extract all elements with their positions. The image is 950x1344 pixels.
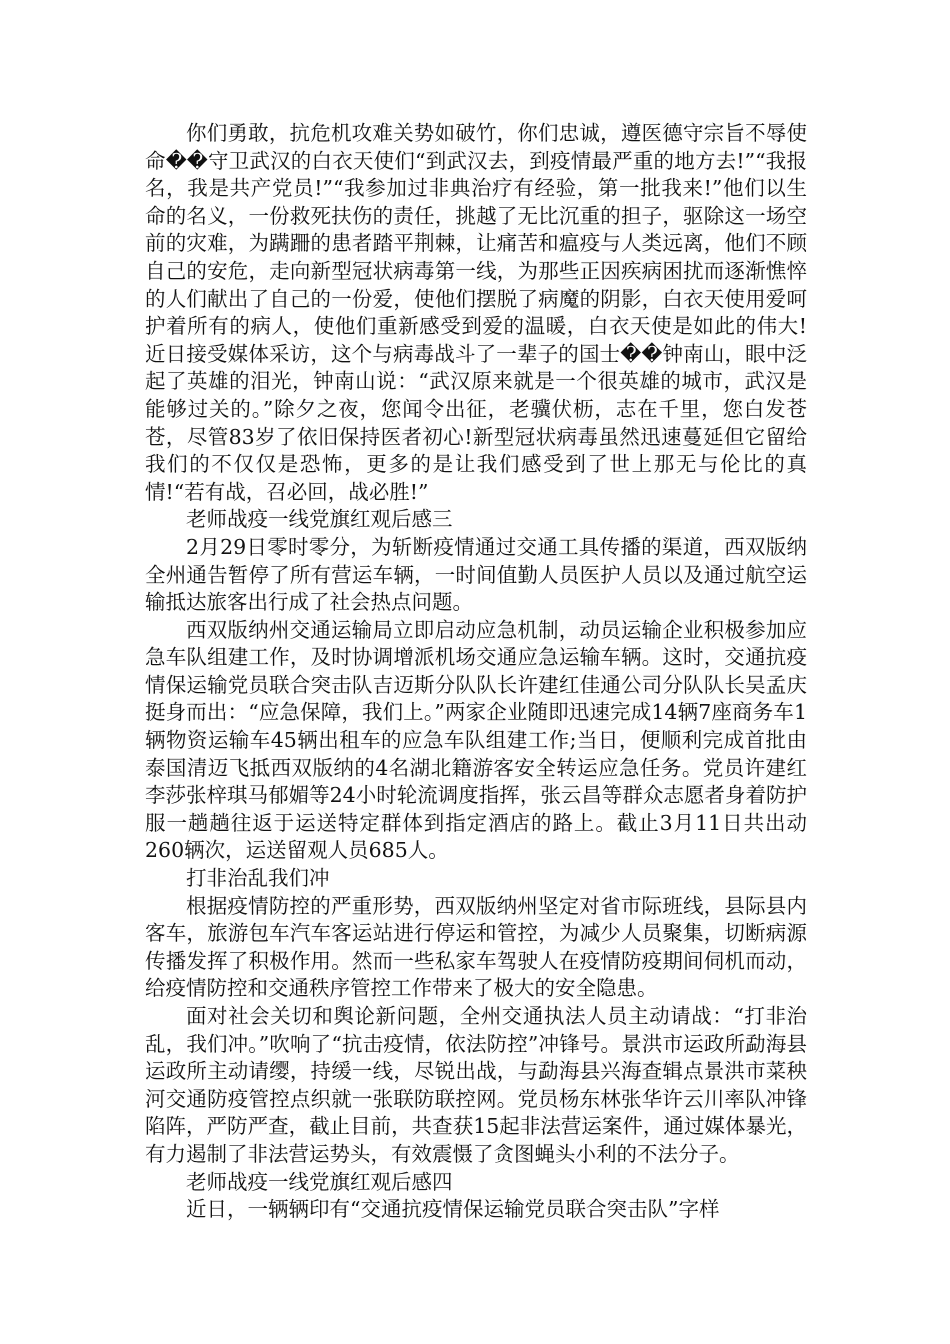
paragraph-6: 近日，一辆辆印有“交通抗疫情保运输党员联合突击队”字样 [186, 1197, 720, 1222]
section-heading-4: 老师战疫一线党旗红观后感四 [186, 1169, 453, 1194]
paragraph-1: 你们勇敢，抗危机攻难关势如破竹，你们忠诚，遵医德守宗旨不辱使命��守卫武汉的白衣天使们“到武汉去，到疫情最严重的地方去!”“我报名，我是共产党员!”“我参加过非典治疗有经验，第一批我来!”他们以生命的名义，一份救死扶伤的责任，挑越了无比沉重的担子，驱除这一场空前的灾难，为蹒跚的患者踏平荆棘，让痛苦和瘟疫与人类远离，他们不顾自己的安危，走向新型冠状病毒第一线，为那些正因疾病困扰而逐渐憔悴的人们献出了自己的一份爱，使他们摆脱了病魔的阴影，白衣天使用爱呵护着所有的病人，使他们重新感受到爱的温暖，白衣天使是如此的伟大!近日接受媒体采访，这个与病毒战斗了一辈子的国士��钟南山，眼中泛起了英雄的泪光，钟南山说：“武汉原来就是一个很英雄的城市，武汉是能够过关的。”除夕之夜，您闻令出征，老骥伏枥，志在千里，您白发苍苍，尽管83岁了依旧保持医者初心!新型冠状病毒虽然迅速蔓延但它留给我们的不仅仅是恐怖，更多的是让我们感受到了世上那无与伦比的真情!“若有战，召必回，战必胜!” [145, 121, 807, 504]
paragraph-5: 面对社会关切和舆论新问题，全州交通执法人员主动请战：“打非治乱，我们冲。”吹响了“抗击疫情，依法防控”冲锋号。景洪市运政所勐海县运政所主动请缨，持缓一线，尽锐出战，与勐海县兴海查辑点景洪市菜秧河交通防疫管控点织就一张联防联控网。党员杨东林张华许云川率队冲锋陷阵，严防严查，截止目前，共查获15起非法营运案件，通过媒体暴光，有力遏制了非法营运势头，有效震慑了贪图蝇头小利的不法分子。 [145, 1004, 807, 1166]
subheading-da-fei-zhi-luan: 打非治乱我们冲 [186, 866, 330, 891]
paragraph-2: 2月29日零时零分，为斩断疫情通过交通工具传播的渠道，西双版纳全州通告暂停了所有营运车辆，一时间值勤人员医护人员以及通过航空运输抵达旅客出行成了社会热点问题。 [145, 534, 807, 615]
paragraph-3: 西双版纳州交通运输局立即启动应急机制，动员运输企业积极参加应急车队组建工作，及时协调增派机场交通应急运输车辆。这时，交通抗疫情保运输党员联合突击队吉迈斯分队队长许建红佳通公司分队队长吴孟庆挺身而出：“应急保障，我们上。”两家企业随即迅速完成14辆7座商务车1辆物资运输车45辆出租车的应急车队组建工作;当日，便顺利完成首批由泰国清迈飞抵西双版纳的4名湖北籍游客安全转运应急任务。党员许建红李莎张梓琪马郁媚等24小时轮流调度指挥，张云昌等群众志愿者身着防护服一趟趟往返于运送特定群体到指定酒店的路上。截止3月11日共出动260辆次，运送留观人员685人。 [145, 617, 807, 863]
section-heading-3: 老师战疫一线党旗红观后感三 [186, 507, 453, 532]
paragraph-4: 根据疫情防控的严重形势，西双版纳州坚定对省市际班线，县际县内客车，旅游包车汽车客运站进行停运和管控，为减少人员聚集，切断病源传播发挥了积极作用。然而一些私家车驾驶人在疫情防疫期间伺机而动，给疫情防控和交通秩序管控工作带来了极大的安全隐患。 [145, 893, 807, 1001]
document-page [145, 120, 807, 1224]
